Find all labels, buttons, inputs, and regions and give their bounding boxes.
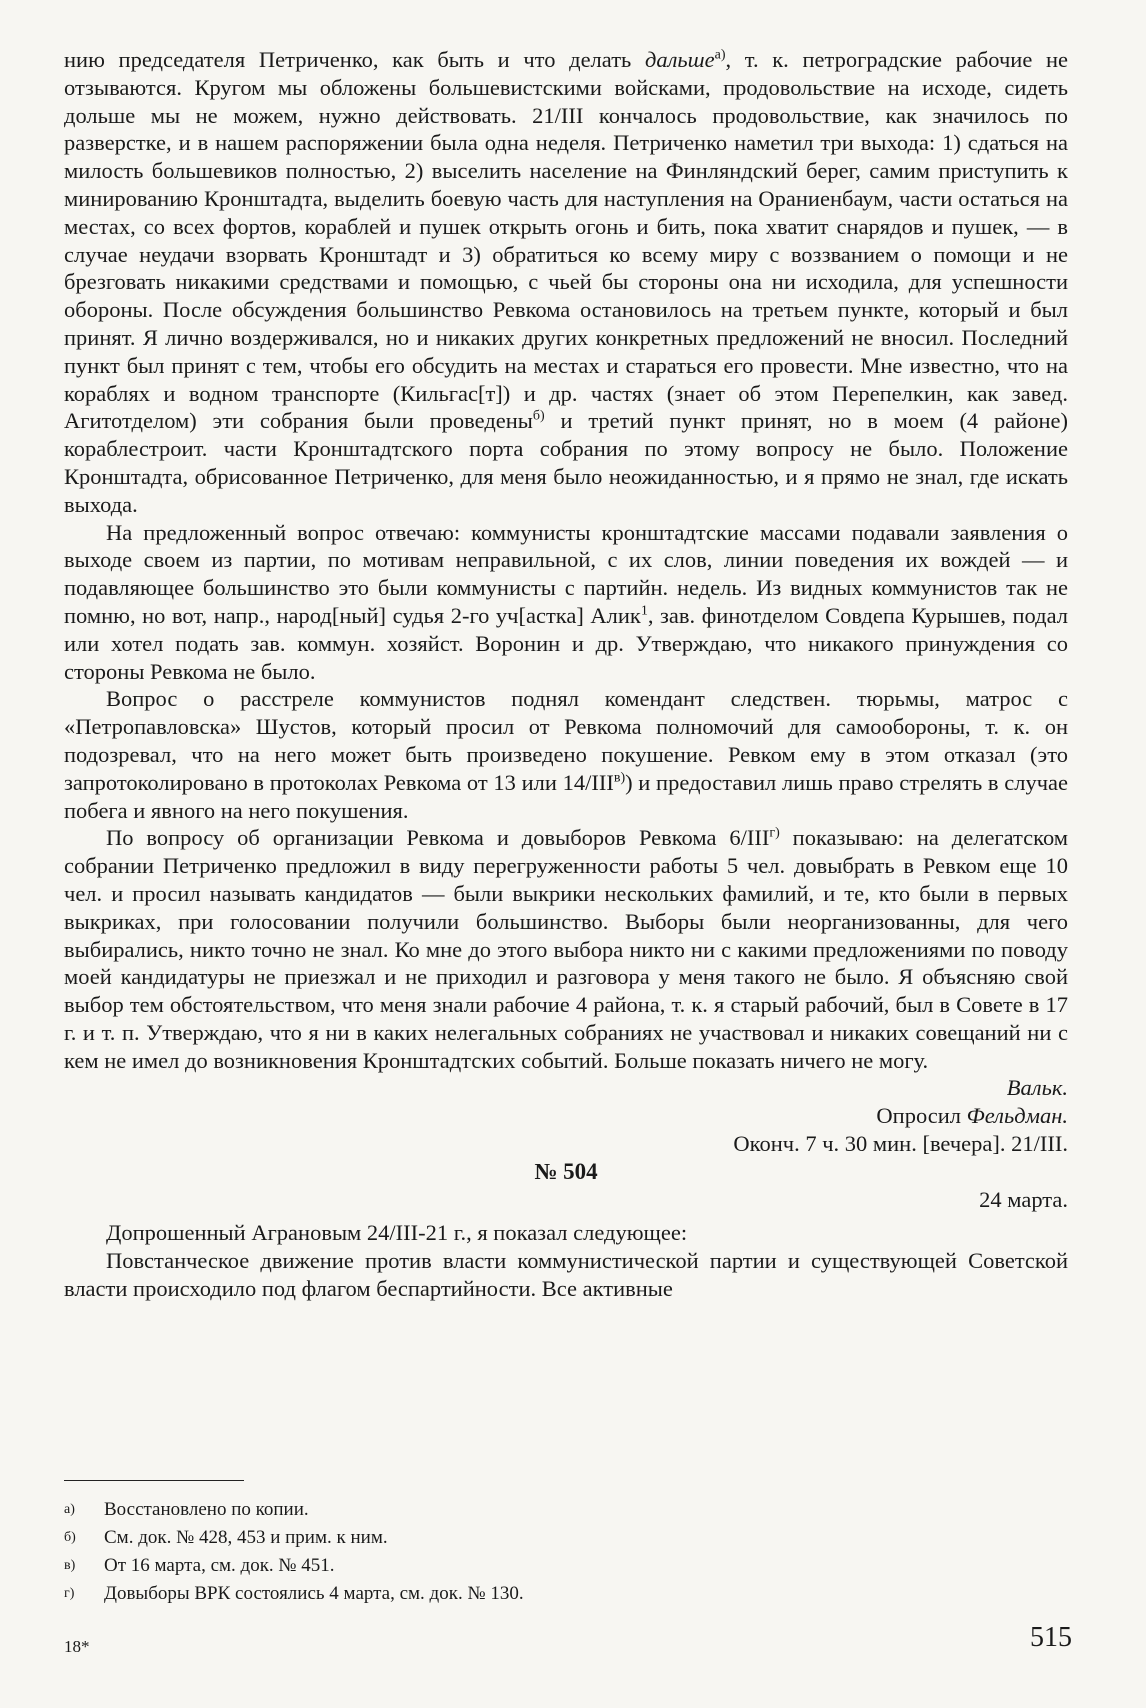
footnote-ref: б) — [532, 408, 545, 424]
end-time-line: Оконч. 7 ч. 30 мин. [вечера]. 21/III. — [733, 1131, 1068, 1157]
footnotes — [64, 1496, 1064, 1608]
paragraph: Вопрос о расстреле коммунистов поднял комендант следствен. тюрьмы, матрос с «Петропавловска» Шустов, который просил от Ревкома полномочий для самообороны, т. к. он подозревал, что на него может быть произведено покушение. Ревком ему в этом отказал (это запротоколировано в протоколах Ревкома от 13 или $14/III^{в)}$) и предоставил лишь право стрелять в случае побега и явного на него покушения. — [64, 686, 1068, 823]
footnote: г) Довыборы ВРК состоялись 4 марта, см. док. № 130. — [64, 1583, 524, 1604]
signature-mark: 18* — [64, 1637, 90, 1656]
paragraph: По вопросу об организации Ревкома и довыборов Ревкома $6/III^{г)}$ показываю: на делегатском собрании Петриченко предложил в виду перегруженности работы 5 чел. довыбрать в Ревком еще 10 чел. и просил называть кандидатов — были выкрики нескольких фамилий, и те, кто были в первых выкриках, при голосовании получили большинство. Выборы были неорганизованны, для чего выбирались, никто точно не знал. Ко мне до этого выбора никто ни с какими предложениями по поводу моей кандидатуры не приезжал и не приходил и разговора у меня такого не было. Я объясняю свой выбор тем обстоятельством, что меня знали рабочие 4 района, т. к. я старый рабочий, был в Совете в 17 г. и т. п. Утверждаю, что я ни в каких нелегальных собраниях не участвовал и никаких совещаний ни с кем не имел до возникновения Кронштадтских событий. Больше показать ничего не могу. — [64, 825, 1069, 1073]
footnote-ref: 1 — [640, 603, 648, 619]
paragraph: На предложенный вопрос отвечаю: коммунисты кронштадтские массами подавали заявления о выходе своем из партии, по мотивам неправильной, с их слов, линии поведения их вождей — и подавляющее большинство это были коммунисты с партийн. недель. Из видных коммунистов так не помню, но вот, напр., народ[ный] судья 2-го уч[астка] Алик$^1$, зав. финотделом Совдепа Курышев, подал или хотел подать зав. коммун. хозяйст. Воронин и др. Утверждаю, что никакого принуждения со стороны Ревкома не было. — [64, 519, 1068, 684]
footnote-ref: а) — [714, 47, 726, 63]
interrogator-line: Опросил Фельдман. — [876, 1103, 1068, 1129]
footnote-divider — [64, 1480, 244, 1481]
document-number: № 504 — [534, 1158, 598, 1184]
document-date: 24 марта. — [979, 1186, 1068, 1212]
footnote-ref: г) — [769, 825, 780, 841]
page-number: 515 — [1030, 1622, 1072, 1653]
paragraph: нию председателя Петриченко, как быть и что делать дальше$^{а)}$, т. к. петроградские рабочие не отзываются. Кругом мы обложены большевистскими войсками, продовольствие на исходе, сидеть дольше мы не можем, нужно действовать. 21/III кончалось продовольствие, как значилось по разверстке, и в нашем распоряжении была одна неделя. Петриченко наметил три выхода: 1) сдаться на милость большевиков полностью, 2) выселить население на Финляндский берег, самим приступить к минированию Кронштадта, выделить боевую часть для наступления на Ораниенбаум, части остаться на местах, со всех фортов, кораблей и пушек открыть огонь и бить, пока хватит снарядов и пушек, — в случае неудачи взорвать Кронштадт и 3) обратиться ко всему миру с воззванием о помощи и не брезговать никакими средствами и помощью, с чьей бы стороны она ни исходила, для успешности обороны. После обсуждения большинство Ревкома остановилось на третьем пункте, который и был принят. Я лично воздерживался, но и никаких других конкретных предложений не вносил. Последний пункт был принят с тем, чтобы его обсудить на местах и стараться его провести. Мне известно, что на кораблях и водном транспорте (Кильгас[т]) и др. частях (знает об этом Перепелкин, как завед. Агитотделом) эти собрания были проведены$^{б)}$ и третий пункт принят, но в моем (4 районе) кораблестроит. части Кронштадтского порта собрания по этому вопросу не было. Положение Кронштадта, обрисованное Петриченко, для меня было неожиданностью, и я прямо не знал, где искать выхода. — [64, 47, 1069, 517]
paragraph: Допрошенный Аграновым 24/III-21 г., я показал следующее: — [106, 1220, 688, 1246]
emphasis-word: дальше — [644, 47, 715, 72]
paragraph: Повстанческое движение против власти коммунистической партии и существующей Советской власти происходило под флагом беспартийности. Все активные — [64, 1248, 1068, 1302]
main-text — [64, 46, 1068, 1303]
footnote-ref: в) — [613, 770, 626, 786]
signature-name: Вальк. — [1006, 1075, 1068, 1101]
footnote: б) См. док. № 428, 453 и прим. к ним. — [64, 1527, 388, 1548]
footnote: в) От 16 марта, см. док. № 451. — [64, 1555, 335, 1576]
footnote: а) Восстановлено по копии. — [64, 1499, 309, 1520]
